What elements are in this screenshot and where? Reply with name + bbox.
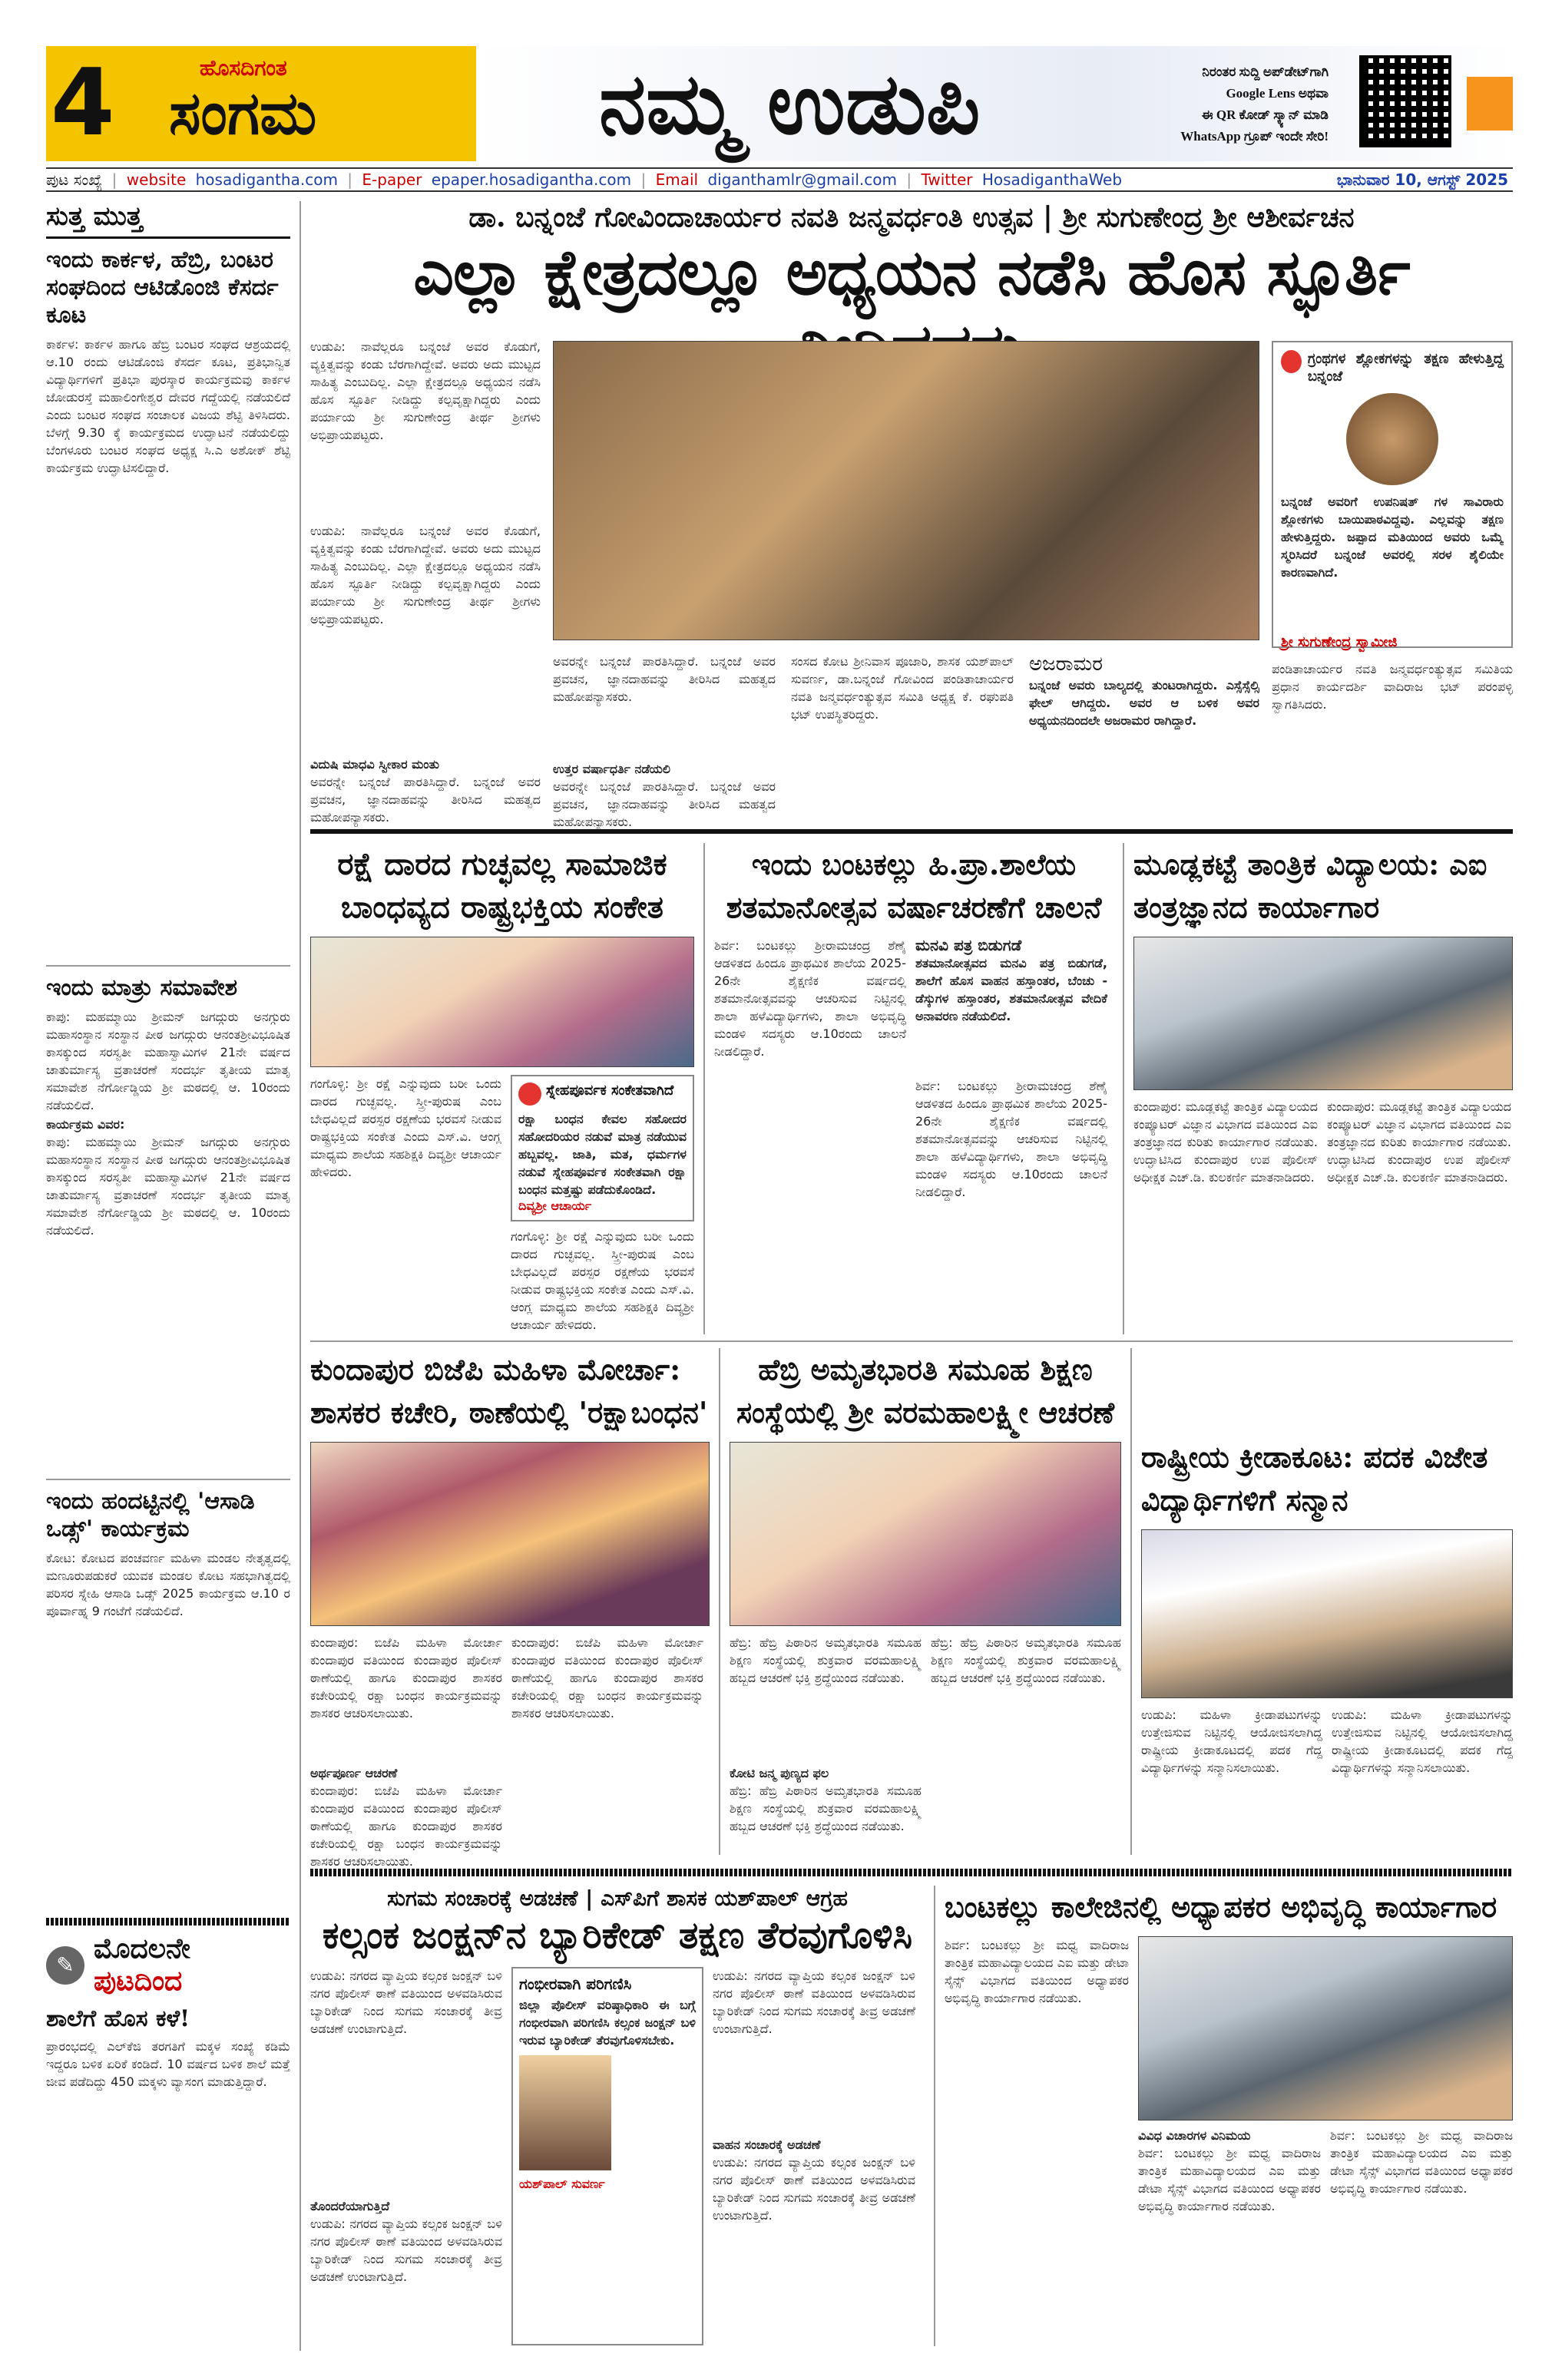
story-subhead: ಅರ್ಥಪೂರ್ಣ ಆಚರಣೆ: [310, 1766, 398, 1780]
article-body: ಸಂಸದ ಕೋಟ ಶ್ರೀನಿವಾಸ ಪೂಜಾರಿ, ಶಾಸಕ ಯಶ್‌ಪಾಲ್ ಸುವರ್ಣ, ಡಾ.ಬನ್ನಂಜೆ ಗೋವಿಂದ ಪಂಡಿತಾಚಾರ್ಯರ ನವತಿ ಜನ್ಮವರ್ಧಂತ್ಯುತ್ಸವ ಸಮಿತಿ ಅಧ್ಯಕ್ಷ ಕೆ. ರಘುಪತಿ ಭಟ್ ಉಪಸ್ಥಿತರಿದ್ದರು.: [791, 654, 1014, 722]
column-rule: [719, 1348, 720, 1855]
page-label: ಪುಟ ಸಂಖ್ಯೆ: [46, 170, 103, 189]
article-body: ಹೆಬ್ರಿ: ಹೆಬ್ರಿ ಪಿಠಾರಿನ ಅಮೃತಭಾರತಿ ಸಮೂಹ ಶಿಕ್ಷಣ ಸಂಸ್ಥೆಯಲ್ಲಿ ಶುಕ್ರವಾರ ವರಮಹಾಲಕ್ಷ್ಮಿ ಹಬ್ಬದ ಆಚರಣೆ ಭಕ್ತಿ ಶ್ರದ್ಧೆಯಿಂದ ನಡೆಯಿತು.: [931, 1635, 1121, 1685]
article-body: ಪ್ರಾರಂಭದಲ್ಲಿ ಎಲ್‌ಕೆಜಿ ತರಗತಿಗೆ ಮಕ್ಕಳ ಸಂಖ್ಯೆ ಕಡಿಮೆ ಇದ್ದರೂ ಬಳಿಕ ಏರಿಕೆ ಕಂಡಿದೆ. 10 ವರ್ಷದ ಬಳಿಕ ಶಾಲೆ ಮತ್ತೆ ಜೀವ ಪಡೆದಿದ್ದು 450 ಮಕ್ಕಳು ವ್ಯಾಸಂಗ ಮಾಡುತ್ತಿದ್ದಾರೆ.: [46, 2039, 290, 2089]
column-rule: [703, 843, 705, 1334]
box-body: ಬನ್ನಂಜೆ ಅವರು ಬಾಲ್ಯದಲ್ಲಿ ತುಂಟರಾಗಿದ್ದರು. ಎಸ್ಸೆಸ್ಸೆಲ್ಸಿ ಫೇಲ್ ಆಗಿದ್ದರು. ಅವರ ಆ ಬಳಿಕ ಅವರ ಅಧ್ಯಯನದಿಂದಲೇ ಅಜರಾಮರ ರಾಗಿದ್ದಾರೆ.: [1029, 678, 1259, 728]
email-link[interactable]: diganthamlr@gmail.com: [707, 170, 897, 189]
issue-date: ಭಾನುವಾರ 10, ಆಗಸ್ಟ್ 2025: [1336, 170, 1508, 189]
story-subhead: ಮನವಿ ಪತ್ರ ಬಿಡುಗಡೆ: [915, 936, 1022, 954]
continued-label: ಮೊದಲನೇ: [94, 1933, 190, 1965]
article-body: ಉಡುಪಿ: ನಗರದ ವ್ಯಾಪ್ತಿಯ ಕಲ್ಸಂಕ ಜಂಕ್ಷನ್ ಬಳಿ ನಗರ ಪೊಲೀಸ್ ಠಾಣೆ ವತಿಯಿಂದ ಅಳವಡಿಸಿರುವ ಬ್ಯಾರಿಕೇಡ್ ನಿಂದ ಸುಗಮ ಸಂಚಾರಕ್ಕೆ ತೀವ್ರ ಅಡಚಣೆ ಉಂಟಾಗುತ್ತಿದೆ.: [713, 1968, 915, 2036]
quote-body: ರಕ್ಷಾ ಬಂಧನ ಕೇವಲ ಸಹೋದರ ಸಹೋದರಿಯರ ನಡುವೆ ಮಾತ್ರ ನಡೆಯುವ ಹಬ್ಬವಲ್ಲ. ಜಾತಿ, ಮತ, ಧರ್ಮಗಳ ನಡುವೆ ಸ್ನೇಹಪೂರ್ವಕ ಸಂಕೇತವಾಗಿ ರಕ್ಷಾ ಬಂಧನ ಮತ್ತಷ್ಟು ಪಡೆದುಕೊಂಡಿದೆ.: [518, 1112, 687, 1197]
lead-subhead: ಉತ್ತರ ವರ್ಷಾಧರ್ತಿ ನಡೆಯಲಿ: [553, 762, 670, 776]
continued-sublabel: ಪುಟದಿಂದ: [94, 1965, 183, 1997]
article-body: ಉಡುಪಿ: ನಗರದ ವ್ಯಾಪ್ತಿಯ ಕಲ್ಸಂಕ ಜಂಕ್ಷನ್ ಬಳಿ ನಗರ ಪೊಲೀಸ್ ಠಾಣೆ ವತಿಯಿಂದ ಅಳವಡಿಸಿರುವ ಬ್ಯಾರಿಕೇಡ್ ನಿಂದ ಸುಗಮ ಸಂಚಾರಕ್ಕೆ ತೀವ್ರ ಅಡಚಣೆ ಉಂಟಾಗುತ್ತಿದೆ.: [310, 2216, 502, 2284]
story-subhead: ವಿವಿಧ ವಿಚಾರಗಳ ವಿನಿಮಯ: [1138, 2128, 1251, 2143]
quote-attribution: ದಿವ್ಯಶ್ರೀ ಆಚಾರ್ಯ: [518, 1198, 592, 1213]
pencil-icon: ✎: [46, 1946, 84, 1985]
story-photo: [730, 1442, 1121, 1626]
article-body: ಅವರನ್ನೇ ಬನ್ನಂಜೆ ಪಾರತಿಸಿದ್ದಾರೆ. ಬನ್ನಂಜೆ ಅವರ ಪ್ರವಚನ, ಜ್ಞಾನದಾಹವನ್ನು ತೀರಿಸಿದ ಮಹತ್ವದ ಮಹೋಪನ್ಯಾಸಕರು.: [553, 654, 776, 704]
story-photo: [1138, 1936, 1513, 2121]
story-subhead: ವಾಹನ ಸಂಚಾರಕ್ಕೆ ಅಡಚಣೆ: [713, 2137, 821, 2152]
article-body: ಉಡುಪಿ: ನಗರದ ವ್ಯಾಪ್ತಿಯ ಕಲ್ಸಂಕ ಜಂಕ್ಷನ್ ಬಳಿ ನಗರ ಪೊಲೀಸ್ ಠಾಣೆ ವತಿಯಿಂದ ಅಳವಡಿಸಿರುವ ಬ್ಯಾರಿಕೇಡ್ ನಿಂದ ಸುಗಮ ಸಂಚಾರಕ್ಕೆ ತೀವ್ರ ಅಡಚಣೆ ಉಂಟಾಗುತ್ತಿದೆ.: [713, 2155, 915, 2223]
story-bantakallu-school: [714, 843, 1113, 1369]
column-rule: [1130, 1348, 1132, 1855]
epaper-label: E-paper: [362, 170, 422, 189]
info-bar: ಪುಟ ಸಂಖ್ಯೆ | website hosadigantha.com | E-paper epaper.hosadigantha.com | Email diganthamlr@gmail.com | Twitter HosadiganthaWeb ಭಾನುವಾರ 10, ಆಗಸ್ಟ್ 2025: [46, 167, 1513, 192]
article-body: ಕುಂದಾಪುರ: ಮೂಡ್ಲಕಟ್ಟೆ ತಾಂತ್ರಿಕ ವಿದ್ಯಾಲಯದ ಕಂಪ್ಯೂಟರ್ ವಿಜ್ಞಾನ ವಿಭಾಗದ ವತಿಯಿಂದ ಎಐ ತಂತ್ರಜ್ಞಾನದ ಕುರಿತು ಕಾರ್ಯಾಗಾರ ನಡೆಯಿತು. ಉದ್ಘಾಟಿಸಿದ ಕುಂದಾಪುರ ಉಪ ಪೊಲೀಸ್ ಅಧೀಕ್ಷಕ ಎಚ್.ಡಿ. ಕುಲಕರ್ಣಿ ಮಾತನಾಡಿದರು.: [1327, 1099, 1511, 1185]
lead-headline: ಎಲ್ಲಾ ಕ್ಷೇತ್ರದಲ್ಲೂ ಅಧ್ಯಯನ ನಡೆಸಿ ಹೊಸ ಸ್ಫೂರ್ತಿ: [413, 236, 1410, 309]
story-subhead: ತೊಂದರೆಯಾಗುತ್ತಿದೆ: [310, 2199, 390, 2213]
quote-box: [1272, 341, 1513, 648]
quote-box: [511, 1967, 703, 2345]
article-body: ಉಡುಪಿ: ನಾವೆಲ್ಲರೂ ಬನ್ನಂಜೆ ಅವರ ಕೊಡುಗೆ, ವ್ಯಕ್ತಿತ್ವವನ್ನು ಕಂಡು ಬೆರಗಾಗಿದ್ದೇವೆ. ಅವರು ಅದು ಮುಟ್ಟದ ಸಾಹಿತ್ಯ ಎಂಬುದಿಲ್ಲ. ಎಲ್ಲಾ ಕ್ಷೇತ್ರದಲ್ಲೂ ಅಧ್ಯಯನ ನಡೆಸಿ ಹೊಸ ಸ್ಫೂರ್ತಿ ನೀಡಿದ್ದು ಕಲ್ಪವೃಕ್ಷಾಗಿದ್ದರು ಎಂದು ಪರ್ಯಾಯ ಶ್ರೀ ಸುಗುಣೇಂದ್ರ ತೀರ್ಥ ಶ್ರೀಗಳು ಅಭಿಪ್ರಾಯಪಟ್ಟರು.: [310, 524, 541, 626]
twitter-label: Twitter: [921, 170, 973, 189]
article-heading: ಶಾಲೆಗೆ ಹೊಸ ಕಳೆ!: [46, 2005, 190, 2032]
story-kicker: ಸುಗಮ ಸಂಚಾರಕ್ಕೆ ಅಡಚಣೆ | ಎಸ್‌ಪಿಗೆ ಶಾಸಕ ಯಶ್‌ಪಾಲ್ ಆಗ್ರಹ: [387, 1886, 848, 1911]
program-label: ಕಾರ್ಯಕ್ರಮ ವಿವರ:: [46, 1117, 125, 1132]
lead-body-col1b: [310, 522, 541, 858]
qr-instructions: ನಿರಂತರ ಸುದ್ದಿ ಅಪ್‌ಡೇಟ್‌ಗಾಗಿ Google Lens ಅಥವಾ ಈ QR ಕೋಡ್ ಸ್ಕ್ಯಾನ್ ಮಾಡಿ WhatsApp ಗ್ರೂಪ್ ಇಂದೇ ಸೇರಿ!: [1180, 64, 1329, 144]
story-headline: ಕುಂದಾಪುರ ಬಿಜೆಪಿ ಮಹಿಳಾ ಮೋರ್ಚಾ: ಶಾಸಕರ ಕಚೇರಿ, ಠಾಣೆಯಲ್ಲಿ 'ರಕ್ಷಾಬಂಧನ': [310, 1352, 708, 1430]
column-rule: [1123, 843, 1124, 1334]
article-body: ಗಂಗೊಳ್ಳಿ: ಶ್ರೀ ರಕ್ಷೆ ಎನ್ನುವುದು ಬರೀ ಒಂದು ದಾರದ ಗುಚ್ಛವಲ್ಲ. ಸ್ತ್ರೀ-ಪುರುಷ ಎಂಬ ಬೇಧವಿಲ್ಲದೆ ಪರಸ್ಪರ ರಕ್ಷಣೆಯ ಭರವಸೆ ನೀಡುವ ರಾಷ್ಟ್ರಭಕ್ತಿಯ ಸಂಕೇತ ಎಂದು ಎಸ್.ವಿ. ಆಂಗ್ಲ ಮಾಧ್ಯಮ ಶಾಲೆಯ ಸಹಶಿಕ್ಷಕಿ ದಿವ್ಯಶ್ರೀ ಆಚಾರ್ಯ ಹೇಳಿದರು.: [310, 1076, 501, 1179]
story-headline: ರಕ್ಷೆ ದಾರದ ಗುಚ್ಛವಲ್ಲ ಸಾಮಾಜಿಕ ಬಾಂಧವ್ಯದ ರಾಷ್ಟ್ರಭಕ್ತಿಯ ಸಂಕೇತ: [337, 846, 667, 925]
left-column: [46, 201, 290, 2199]
article-body: ಕೋಟ: ಕೋಟದ ಪಂಚವರ್ಣ ಮಹಿಳಾ ಮಂಡಲ ನೇತೃತ್ವದಲ್ಲಿ ಮಣೂರುಪಡುಕರೆ ಯುವಕ ಮಂಡಲ ಕೋಟ ಸಹಭಾಗಿತ್ವದಲ್ಲಿ ಪರಿಸರ ಸ್ನೇಹಿ ಆಸಾಡಿ ಒಡ್ಸ್ 2025 ಕಾರ್ಯಕ್ರಮ ಆ.10 ರ ಪೂರ್ವಾಹ್ನ 9 ಗಂಟೆಗೆ ನಡೆಯಲಿದೆ.: [46, 1551, 290, 1618]
quote-attribution: ಯಶ್‌ಪಾಲ್ ಸುವರ್ಣ: [519, 2177, 605, 2191]
page-title: ನಮ್ಮ ಉಡುಪಿ: [599, 54, 981, 153]
article-body: ಕುಂದಾಪುರ: ಮೂಡ್ಲಕಟ್ಟೆ ತಾಂತ್ರಿಕ ವಿದ್ಯಾಲಯದ ಕಂಪ್ಯೂಟರ್ ವಿಜ್ಞಾನ ವಿಭಾಗದ ವತಿಯಿಂದ ಎಐ ತಂತ್ರಜ್ಞಾನದ ಕುರಿತು ಕಾರ್ಯಾಗಾರ ನಡೆಯಿತು. ಉದ್ಘಾಟಿಸಿದ ಕುಂದಾಪುರ ಉಪ ಪೊಲೀಸ್ ಅಧೀಕ್ಷಕ ಎಚ್.ಡಿ. ಕುಲಕರ್ಣಿ ಮಾತನಾಡಿದರು.: [1133, 1099, 1318, 1185]
section-rule: [310, 829, 1513, 834]
sutta-mutta-header: ಸುತ್ತ ಮುತ್ತ: [46, 201, 290, 239]
article-body: ಉಡುಪಿ: ನಾವೆಲ್ಲರೂ ಬನ್ನಂಜೆ ಅವರ ಕೊಡುಗೆ, ವ್ಯಕ್ತಿತ್ವವನ್ನು ಕಂಡು ಬೆರಗಾಗಿದ್ದೇವೆ. ಅವರು ಅದು ಮುಟ್ಟದ ಸಾಹಿತ್ಯ ಎಂಬುದಿಲ್ಲ. ಎಲ್ಲಾ ಕ್ಷೇತ್ರದಲ್ಲೂ ಅಧ್ಯಯನ ನಡೆಸಿ ಹೊಸ ಸ್ಫೂರ್ತಿ ನೀಡಿದ್ದು ಕಲ್ಪವೃಕ್ಷಾಗಿದ್ದರು ಎಂದು ಪರ್ಯಾಯ ಶ್ರೀ ಸುಗುಣೇಂದ್ರ ತೀರ್ಥ ಶ್ರೀಗಳು ಅಭಿಪ್ರಾಯಪಟ್ಟರು.: [310, 339, 541, 442]
story-photo: [1141, 1529, 1513, 1698]
story-hebri: [730, 1348, 1121, 1959]
story-sports: [1141, 1436, 1513, 1929]
brand-name: ಹೊಸದಿಗಂತ: [200, 55, 287, 81]
section-name: ಸಂಗಮ: [169, 78, 317, 148]
divider: [46, 1918, 290, 1925]
email-label: Email: [655, 170, 699, 189]
divider: [46, 1479, 290, 1480]
twitter-link[interactable]: HosadiganthaWeb: [981, 170, 1123, 189]
website-label: website: [126, 170, 187, 189]
mla-portrait: [519, 2055, 611, 2170]
article-heading: ಇಂದು ಮಾತ್ರು ಸಮಾವೇಶ: [46, 974, 238, 1001]
masthead: [46, 46, 1513, 161]
lead-subhead: ವಿದುಷಿ ಮಾಧವಿ ಸ್ವೀಕಾರ ಮಂತು: [310, 757, 440, 772]
article-body: ಶಿರ್ವ: ಬಂಟಕಲ್ಲು ಶ್ರೀ ಮಧ್ವ ವಾದಿರಾಜ ತಾಂತ್ರಿಕ ಮಹಾವಿದ್ಯಾಲಯದ ಎಐ ಮತ್ತು ಡೇಟಾ ಸೈನ್ಸ್ ವಿಭಾಗದ ವತಿಯಿಂದ ಅಧ್ಯಾಪಕರ ಅಭಿವೃದ್ಧಿ ಕಾರ್ಯಾಗಾರ ನಡೆಯಿತು.: [945, 1938, 1129, 2005]
quote-heading: ಸ್ನೇಹಪೂರ್ವಕ ಸಂಕೇತವಾಗಿದೆ: [545, 1083, 674, 1099]
article-body: ಉಡುಪಿ: ಮಹಿಳಾ ಕ್ರೀಡಾಪಟುಗಳನ್ನು ಉತ್ತೇಜಿಸುವ ನಿಟ್ಟಿನಲ್ಲಿ ಆಯೋಜಿಸಲಾಗಿದ್ದ ರಾಷ್ಟ್ರೀಯ ಕ್ರೀಡಾಕೂಟದಲ್ಲಿ ಪದಕ ಗೆದ್ದ ವಿದ್ಯಾರ್ಥಿಗಳನ್ನು ಸನ್ಮಾನಿಸಲಾಯಿತು.: [1332, 1707, 1513, 1775]
section-rule: [310, 1340, 1513, 1342]
story-bjp-raksha: [310, 1348, 710, 1959]
article-body: ಅವರನ್ನೇ ಬನ್ನಂಜೆ ಪಾರತಿಸಿದ್ದಾರೆ. ಬನ್ನಂಜೆ ಅವರ ಪ್ರವಚನ, ಜ್ಞಾನದಾಹವನ್ನು ತೀರಿಸಿದ ಮಹತ್ವದ ಮಹೋಪನ್ಯಾಸಕರು.: [310, 775, 541, 825]
story-subhead: ಕೋಟಿ ಜನ್ಮ ಪುಣ್ಯದ ಫಲ: [730, 1766, 829, 1780]
lead-tail: [1272, 660, 1513, 814]
article-body: ಉಡುಪಿ: ಮಹಿಳಾ ಕ್ರೀಡಾಪಟುಗಳನ್ನು ಉತ್ತೇಜಿಸುವ ನಿಟ್ಟಿನಲ್ಲಿ ಆಯೋಜಿಸಲಾಗಿದ್ದ ರಾಷ್ಟ್ರೀಯ ಕ್ರೀಡಾಕೂಟದಲ್ಲಿ ಪದಕ ಗೆದ್ದ ವಿದ್ಯಾರ್ಥಿಗಳನ್ನು ಸನ್ಮಾನಿಸಲಾಯಿತು.: [1141, 1707, 1322, 1775]
story-photo: [310, 937, 694, 1067]
article-body: ಪಂಡಿತಾಚಾರ್ಯರ ನವತಿ ಜನ್ಮವರ್ಧಂತ್ಯುತ್ಸವ ಸಮಿತಿಯ ಪ್ರಧಾನ ಕಾರ್ಯದರ್ಶಿ ವಾದಿರಾಜ ಭಟ್ ಪರಂಪಳ್ಳಿ ಸ್ವಾಗತಿಸಿದರು.: [1272, 662, 1513, 712]
article-body: ಕಾರ್ಕಳ: ಕಾರ್ಕಳ ಹಾಗೂ ಹೆಬ್ರಿ ಬಂಟರ ಸಂಘದ ಆಶ್ರಯದಲ್ಲಿ ಆ.10 ರಂದು ಆಟಿಡೊಂಜಿ ಕೆಸರ್ದ ಕೂಟ, ಪ್ರತಿಭಾನ್ವಿತ ವಿದ್ಯಾರ್ಥಿಗಳಿಗೆ ಪ್ರತಿಭಾ ಪುರಸ್ಕಾರ ಕಾರ್ಯಕ್ರಮವು ಕಾರ್ಕಳ ಜೋಡುರಸ್ತೆ ಮಹಾಲಿಂಗೇಶ್ವರ ದೇವರ ಗದ್ದೆಯಲ್ಲಿ ನಡೆಯಲಿದೆ ಎಂದು ಬಂಟರ ಸಂಘದ ಸಂಚಾಲಕ ವಿಜಯ ಶೆಟ್ಟಿ ತಿಳಿಸಿದರು. ಬೆಳಗ್ಗೆ 9.30 ಕ್ಕೆ ಕಾರ್ಯಕ್ರಮದ ಉದ್ಘಾಟನೆ ನಡೆಯಲಿದ್ದು ಬೆಂಗಳೂರು ಬಂಟರ ಸಂಘದ ಅಧ್ಯಕ್ಷ ಸಿ.ಎ ಅಶೋಕ್ ಶೆಟ್ಟಿ ಕಾರ್ಯಕ್ರಮ ಉದ್ಘಾಟಿಸಲಿದ್ದಾರೆ.: [46, 337, 290, 475]
article-body: ಕುಂದಾಪುರ: ಬಿಜೆಪಿ ಮಹಿಳಾ ಮೋರ್ಚಾ ಕುಂದಾಪುರ ವತಿಯಿಂದ ಕುಂದಾಪುರ ಪೊಲೀಸ್ ಠಾಣೆಯಲ್ಲಿ ಹಾಗೂ ಕುಂದಾಪುರ ಶಾಸಕರ ಕಚೇರಿಯಲ್ಲಿ ರಕ್ಷಾ ಬಂಧನ ಕಾರ್ಯಕ್ರಮವನ್ನು ಶಾಸಕರ ಆಚರಿಸಲಾಯಿತು.: [511, 1635, 703, 1721]
story-headline: ರಾಷ್ಟ್ರೀಯ ಕ್ರೀಡಾಕೂಟ: ಪದಕ ವಿಜೇತ ವಿದ್ಯಾರ್ಥಿಗಳಿಗೆ ಸನ್ಮಾನ: [1141, 1440, 1488, 1517]
story-moodlakatte: [1133, 843, 1513, 1390]
continued-banner: [46, 1933, 290, 1998]
story-headline: ಬಂಟಕಲ್ಲು ಕಾಲೇಜಿನಲ್ಲಿ ಅಧ್ಯಾಪಕರ ಅಭಿವೃದ್ಧಿ ಕಾರ್ಯಾಗಾರ: [945, 1889, 1497, 1924]
story-headline: ಕಲ್ಸಂಕ ಜಂಕ್ಷನ್‌ನ ಬ್ಯಾರಿಕೇಡ್ ತಕ್ಷಣ ತೆರವುಗೊಳಿಸಿ: [322, 1914, 913, 1957]
article-body: ಉಡುಪಿ: ನಗರದ ವ್ಯಾಪ್ತಿಯ ಕಲ್ಸಂಕ ಜಂಕ್ಷನ್ ಬಳಿ ನಗರ ಪೊಲೀಸ್ ಠಾಣೆ ವತಿಯಿಂದ ಅಳವಡಿಸಿರುವ ಬ್ಯಾರಿಕೇಡ್ ನಿಂದ ಸುಗಮ ಸಂಚಾರಕ್ಕೆ ತೀವ್ರ ಅಡಚಣೆ ಉಂಟಾಗುತ್ತಿದೆ.: [310, 1968, 502, 2036]
swamiji-portrait: [1346, 393, 1438, 485]
article-body: ಶಿರ್ವ: ಬಂಟಕಲ್ಲು ಶ್ರೀ ಮಧ್ವ ವಾದಿರಾಜ ತಾಂತ್ರಿಕ ಮಹಾವಿದ್ಯಾಲಯದ ಎಐ ಮತ್ತು ಡೇಟಾ ಸೈನ್ಸ್ ವಿಭಾಗದ ವತಿಯಿಂದ ಅಧ್ಯಾಪಕರ ಅಭಿವೃದ್ಧಿ ಕಾರ್ಯಾಗಾರ ನಡೆಯಿತು.: [1138, 2146, 1321, 2213]
quote-box: [511, 1075, 694, 1221]
story-bantakallu-college: [945, 1886, 1513, 2335]
article-body: ಕಾಪು: ಮಹಮ್ಮಾಯಿ ಶ್ರೀಮನ್ ಜಗದ್ಗುರು ಅನಗ್ಗುರು ಮಹಾಸಂಸ್ಥಾನ ಸಂಸ್ಥಾನ ಪೀಠ ಜಗದ್ಗುರು ಆನಂತಶ್ರೀವಿಭೂಷಿತ ಕಾಸಕ್ಕುಂದ ಸರಸ್ವತೀ ಮಹಾಸ್ವಾಮಿಗಳ 21ನೇ ವರ್ಷದ ಚಾತುರ್ಮಾಸ್ಯ ವ್ರತಾಚರಣೆ ಸಂದರ್ಭ ತೃತೀಯ ಮಾತೃ ಸಮಾವೇಶ ನೆರ್ಗೋಡ್ಡಿಯ ಶ್ರೀ ಮಠದಲ್ಲಿ ಆ. 10ರಂದು ನಡೆಯಲಿದೆ.: [46, 1135, 290, 1238]
lead-photo: [553, 341, 1259, 640]
divider: [46, 965, 290, 967]
epaper-link[interactable]: epaper.hosadigantha.com: [431, 170, 632, 189]
article-body: ಶತಮಾನೋತ್ಸವದ ಮನವಿ ಪತ್ರ ಬಿಡುಗಡೆ, ಶಾಲೆಗೆ ಹೊಸ ವಾಹನ ಹಸ್ತಾಂತರ, ಬೆಂಚು - ಡೆಸ್ಕುಗಳ ಹಸ್ತಾಂತರ, ಶತಮಾನೋತ್ಸವ ವೇದಿಕೆ ಅನಾವರಣ ನಡೆಯಲಿದೆ.: [915, 956, 1107, 1023]
story-headline: ಹೆಬ್ರಿ ಅಮೃತಭಾರತಿ ಸಮೂಹ ಶಿಕ್ಷಣ ಸಂಸ್ಥೆಯಲ್ಲಿ ಶ್ರೀ ವರಮಹಾಲಕ್ಷ್ಮೀ ಆಚರಣೆ: [736, 1352, 1115, 1430]
quote-icon: [518, 1083, 541, 1106]
lead-body-col1: [310, 338, 541, 507]
article-body: ಕುಂದಾಪುರ: ಬಿಜೆಪಿ ಮಹಿಳಾ ಮೋರ್ಚಾ ಕುಂದಾಪುರ ವತಿಯಿಂದ ಕುಂದಾಪುರ ಪೊಲೀಸ್ ಠಾಣೆಯಲ್ಲಿ ಹಾಗೂ ಕುಂದಾಪುರ ಶಾಸಕರ ಕಚೇರಿಯಲ್ಲಿ ರಕ್ಷಾ ಬಂಧನ ಕಾರ್ಯಕ್ರಮವನ್ನು ಶಾಸಕರ ಆಚರಿಸಲಾಯಿತು.: [310, 1635, 502, 1721]
article-body: ಹೆಬ್ರಿ: ಹೆಬ್ರಿ ಪಿಠಾರಿನ ಅಮೃತಭಾರತಿ ಸಮೂಹ ಶಿಕ್ಷಣ ಸಂಸ್ಥೆಯಲ್ಲಿ ಶುಕ್ರವಾರ ವರಮಹಾಲಕ್ಷ್ಮಿ ಹಬ್ಬದ ಆಚರಣೆ ಭಕ್ತಿ ಶ್ರದ್ಧೆಯಿಂದ ನಡೆಯಿತು.: [730, 1783, 922, 1833]
quote-body: ಬನ್ನಂಜೆ ಅವರಿಗೆ ಉಪನಿಷತ್ ಗಳ ಸಾವಿರಾರು ಶ್ಲೋಕಗಳು ಬಾಯಿಪಾಠವಿದ್ದವು. ಎಲ್ಲವನ್ನು ತಕ್ಷಣ ಹೇಳುತ್ತಿದ್ದರು. ಜಪ್ಪಾದ ಮತಿಯಿಂದ ಅವರು ಒಮ್ಮೆ ಸ್ಮರಿಸಿದರೆ ಬನ್ನಂಜೆ ಅವರಲ್ಲಿ ಸರಳ ಶೈಲಿಯೇ ಕಾರಣವಾಗಿದೆ.: [1281, 494, 1504, 580]
article-body: ಗಂಗೊಳ್ಳಿ: ಶ್ರೀ ರಕ್ಷೆ ಎನ್ನುವುದು ಬರೀ ಒಂದು ದಾರದ ಗುಚ್ಛವಲ್ಲ. ಸ್ತ್ರೀ-ಪುರುಷ ಎಂಬ ಬೇಧವಿಲ್ಲದೆ ಪರಸ್ಪರ ರಕ್ಷಣೆಯ ಭರವಸೆ ನೀಡುವ ರಾಷ್ಟ್ರಭಕ್ತಿಯ ಸಂಕೇತ ಎಂದು ಎಸ್.ವಿ. ಆಂಗ್ಲ ಮಾಧ್ಯಮ ಶಾಲೆಯ ಸಹಶಿಕ್ಷಕಿ ದಿವ್ಯಶ್ರೀ ಆಚಾರ್ಯ ಹೇಳಿದರು.: [510, 1229, 694, 1332]
section-rule: [310, 1869, 1513, 1876]
box-heading: ಅಜರಾಮರ: [1029, 653, 1104, 676]
article-body: ಶಿರ್ವ: ಬಂಟಕಲ್ಲು ಶ್ರೀರಾಮಚಂದ್ರ ಶೆಣೈ ಆಡಳಿತದ ಹಿಂದೂ ಪ್ರಾಥಮಿಕ ಶಾಲೆಯ 2025-26ನೇ ಶೈಕ್ಷಣಿಕ ವರ್ಷದಲ್ಲಿ ಶತಮಾನೋತ್ಸವವನ್ನು ಆಚರಿಸುವ ನಿಟ್ಟಿನಲ್ಲಿ ಶಾಲಾ ಹಳೆವಿದ್ಯಾರ್ಥಿಗಳು, ಶಾಲಾ ಅಭಿವೃದ್ಧಿ ಮಂಡಳಿ ಸದಸ್ಯರು ಆ.10ರಂದು ಚಾಲನೆ ನೀಡಲಿದ್ದಾರೆ.: [915, 1079, 1107, 1199]
quote-body: ಜಿಲ್ಲಾ ಪೊಲೀಸ್ ವರಿಷ್ಠಾಧಿಕಾರಿ ಈ ಬಗ್ಗೆ ಗಂಭೀರವಾಗಿ ಪರಿಗಣಿಸಿ ಕಲ್ಸಂಕ ಜಂಕ್ಷನ್ ಬಳಿ ಇರುವ ಬ್ಯಾರಿಕೇಡ್ ತೆರವುಗೊಳಿಸಬೇಕು.: [519, 1998, 696, 2048]
quote-heading: ಗ್ರಂಥಗಳ ಶ್ಲೋಕಗಳನ್ನು ತಕ್ಷಣ ಹೇಳುತ್ತಿದ್ದ ಬನ್ನಂಜೆ: [1307, 351, 1504, 385]
website-link[interactable]: hosadigantha.com: [195, 170, 338, 189]
article-body: ಅವರನ್ನೇ ಬನ್ನಂಜೆ ಪಾರತಿಸಿದ್ದಾರೆ. ಬನ್ನಂಜೆ ಅವರ ಪ್ರವಚನ, ಜ್ಞಾನದಾಹವನ್ನು ತೀರಿಸಿದ ಮಹತ್ವದ ಮಹೋಪನ್ಯಾಸಕರು.: [553, 779, 776, 829]
quote-icon: [1281, 350, 1302, 373]
page-number: 4: [51, 50, 115, 157]
article-heading: ಇಂದು ಹಂದಟ್ಟಿನಲ್ಲಿ 'ಆಸಾಡಿ ಒಡ್ಸ್' ಕಾರ್ಯಕ್ರಮ: [46, 1488, 255, 1542]
story-photo: [310, 1442, 710, 1626]
article-body: ಶಿರ್ವ: ಬಂಟಕಲ್ಲು ಶ್ರೀ ಮಧ್ವ ವಾದಿರಾಜ ತಾಂತ್ರಿಕ ಮಹಾವಿದ್ಯಾಲಯದ ಎಐ ಮತ್ತು ಡೇಟಾ ಸೈನ್ಸ್ ವಿಭಾಗದ ವತಿಯಿಂದ ಅಧ್ಯಾಪಕರ ಅಭಿವೃದ್ಧಿ ಕಾರ್ಯಾಗಾರ ನಡೆಯಿತು.: [1330, 2128, 1513, 2196]
article-body: ಹೆಬ್ರಿ: ಹೆಬ್ರಿ ಪಿಠಾರಿನ ಅಮೃತಭಾರತಿ ಸಮೂಹ ಶಿಕ್ಷಣ ಸಂಸ್ಥೆಯಲ್ಲಿ ಶುಕ್ರವಾರ ವರಮಹಾಲಕ್ಷ್ಮಿ ಹಬ್ಬದ ಆಚರಣೆ ಭಕ್ತಿ ಶ್ರದ್ಧೆಯಿಂದ ನಡೆಯಿತು.: [730, 1635, 922, 1685]
lead-kicker: ಡಾ. ಬನ್ನಂಜೆ ಗೋವಿಂದಾಚಾರ್ಯರ ನವತಿ ಜನ್ಮವರ್ಧಂತಿ ಉತ್ಸವ | ಶ್ರೀ ಸುಗುಣೇಂದ್ರ ಶ್ರೀ ಆಶೀರ್ವಚನ: [468, 201, 1355, 233]
column-rule: [934, 1886, 935, 2346]
story-headline: ಇಂದು ಬಂಟಕಲ್ಲು ಹಿ.ಪ್ರಾ.ಶಾಲೆಯ ಶತಮಾನೋತ್ಸವ ವರ್ಷಾಚರಣೆಗೆ ಚಾಲನೆ: [726, 847, 1102, 924]
orange-tab: [1467, 77, 1513, 131]
article-body: ಶಿರ್ವ: ಬಂಟಕಲ್ಲು ಶ್ರೀರಾಮಚಂದ್ರ ಶೆಣೈ ಆಡಳಿತದ ಹಿಂದೂ ಪ್ರಾಥಮಿಕ ಶಾಲೆಯ 2025-26ನೇ ಶೈಕ್ಷಣಿಕ ವರ್ಷದಲ್ಲಿ ಶತಮಾನೋತ್ಸವವನ್ನು ಆಚರಿಸುವ ನಿಟ್ಟಿನಲ್ಲಿ ಶಾಲಾ ಹಳೆವಿದ್ಯಾರ್ಥಿಗಳು, ಶಾಲಾ ಅಭಿವೃದ್ಧಿ ಮಂಡಳಿ ಸದಸ್ಯರು ಆ.10ರಂದು ಚಾಲನೆ ನೀಡಲಿದ್ದಾರೆ.: [714, 938, 906, 1059]
qr-code-icon[interactable]: [1359, 55, 1451, 147]
story-photo: [1133, 937, 1513, 1090]
article-heading: ಇಂದು ಕಾರ್ಕಳ, ಹೆಬ್ರಿ, ಬಂಟರ ಸಂಘದಿಂದ ಆಟಿಡೊಂಜಿ ಕೆಸರ್ದ ಕೂಟ: [46, 246, 279, 329]
quote-attribution: ಶ್ರೀ ಸುಗುಣೇಂದ್ರ ಸ್ವಾಮೀಜಿ: [1281, 634, 1398, 650]
article-body: ಕುಂದಾಪುರ: ಬಿಜೆಪಿ ಮಹಿಳಾ ಮೋರ್ಚಾ ಕುಂದಾಪುರ ವತಿಯಿಂದ ಕುಂದಾಪುರ ಪೊಲೀಸ್ ಠಾಣೆಯಲ್ಲಿ ಹಾಗೂ ಕುಂದಾಪುರ ಶಾಸಕರ ಕಚೇರಿಯಲ್ಲಿ ರಕ್ಷಾ ಬಂಧನ ಕಾರ್ಯಕ್ರಮವನ್ನು ಶಾಸಕರ ಆಚರಿಸಲಾಯಿತು.: [310, 1783, 502, 1869]
story-kalsanka: [310, 1886, 925, 2345]
column-rule: [299, 201, 301, 2351]
story-headline: ಮೂಡ್ಲಕಟ್ಟೆ ತಾಂತ್ರಿಕ ವಿದ್ಯಾಲಯ: ಎಐ ತಂತ್ರಜ್ಞಾನದ ಕಾರ್ಯಾಗಾರ: [1133, 847, 1487, 924]
article-body: ಕಾಪು: ಮಹಮ್ಮಾಯಿ ಶ್ರೀಮನ್ ಜಗದ್ಗುರು ಅನಗ್ಗುರು ಮಹಾಸಂಸ್ಥಾನ ಸಂಸ್ಥಾನ ಪೀಠ ಜಗದ್ಗುರು ಆನಂತಶ್ರೀವಿಭೂಷಿತ ಕಾಸಕ್ಕುಂದ ಸರಸ್ವತೀ ಮಹಾಸ್ವಾಮಿಗಳ 21ನೇ ವರ್ಷದ ಚಾತುರ್ಮಾಸ್ಯ ವ್ರತಾಚರಣೆ ಸಂದರ್ಭ ತೃತೀಯ ಮಾತೃ ಸಮಾವೇಶ ನೆರ್ಗೋಡ್ಡಿಯ ಶ್ರೀ ಮಠದಲ್ಲಿ ಆ. 10ರಂದು ನಡೆಯಲಿದೆ.: [46, 1010, 290, 1112]
quote-heading: ಗಂಭೀರವಾಗಿ ಪರಿಗಣಿಸಿ: [519, 1975, 632, 1993]
